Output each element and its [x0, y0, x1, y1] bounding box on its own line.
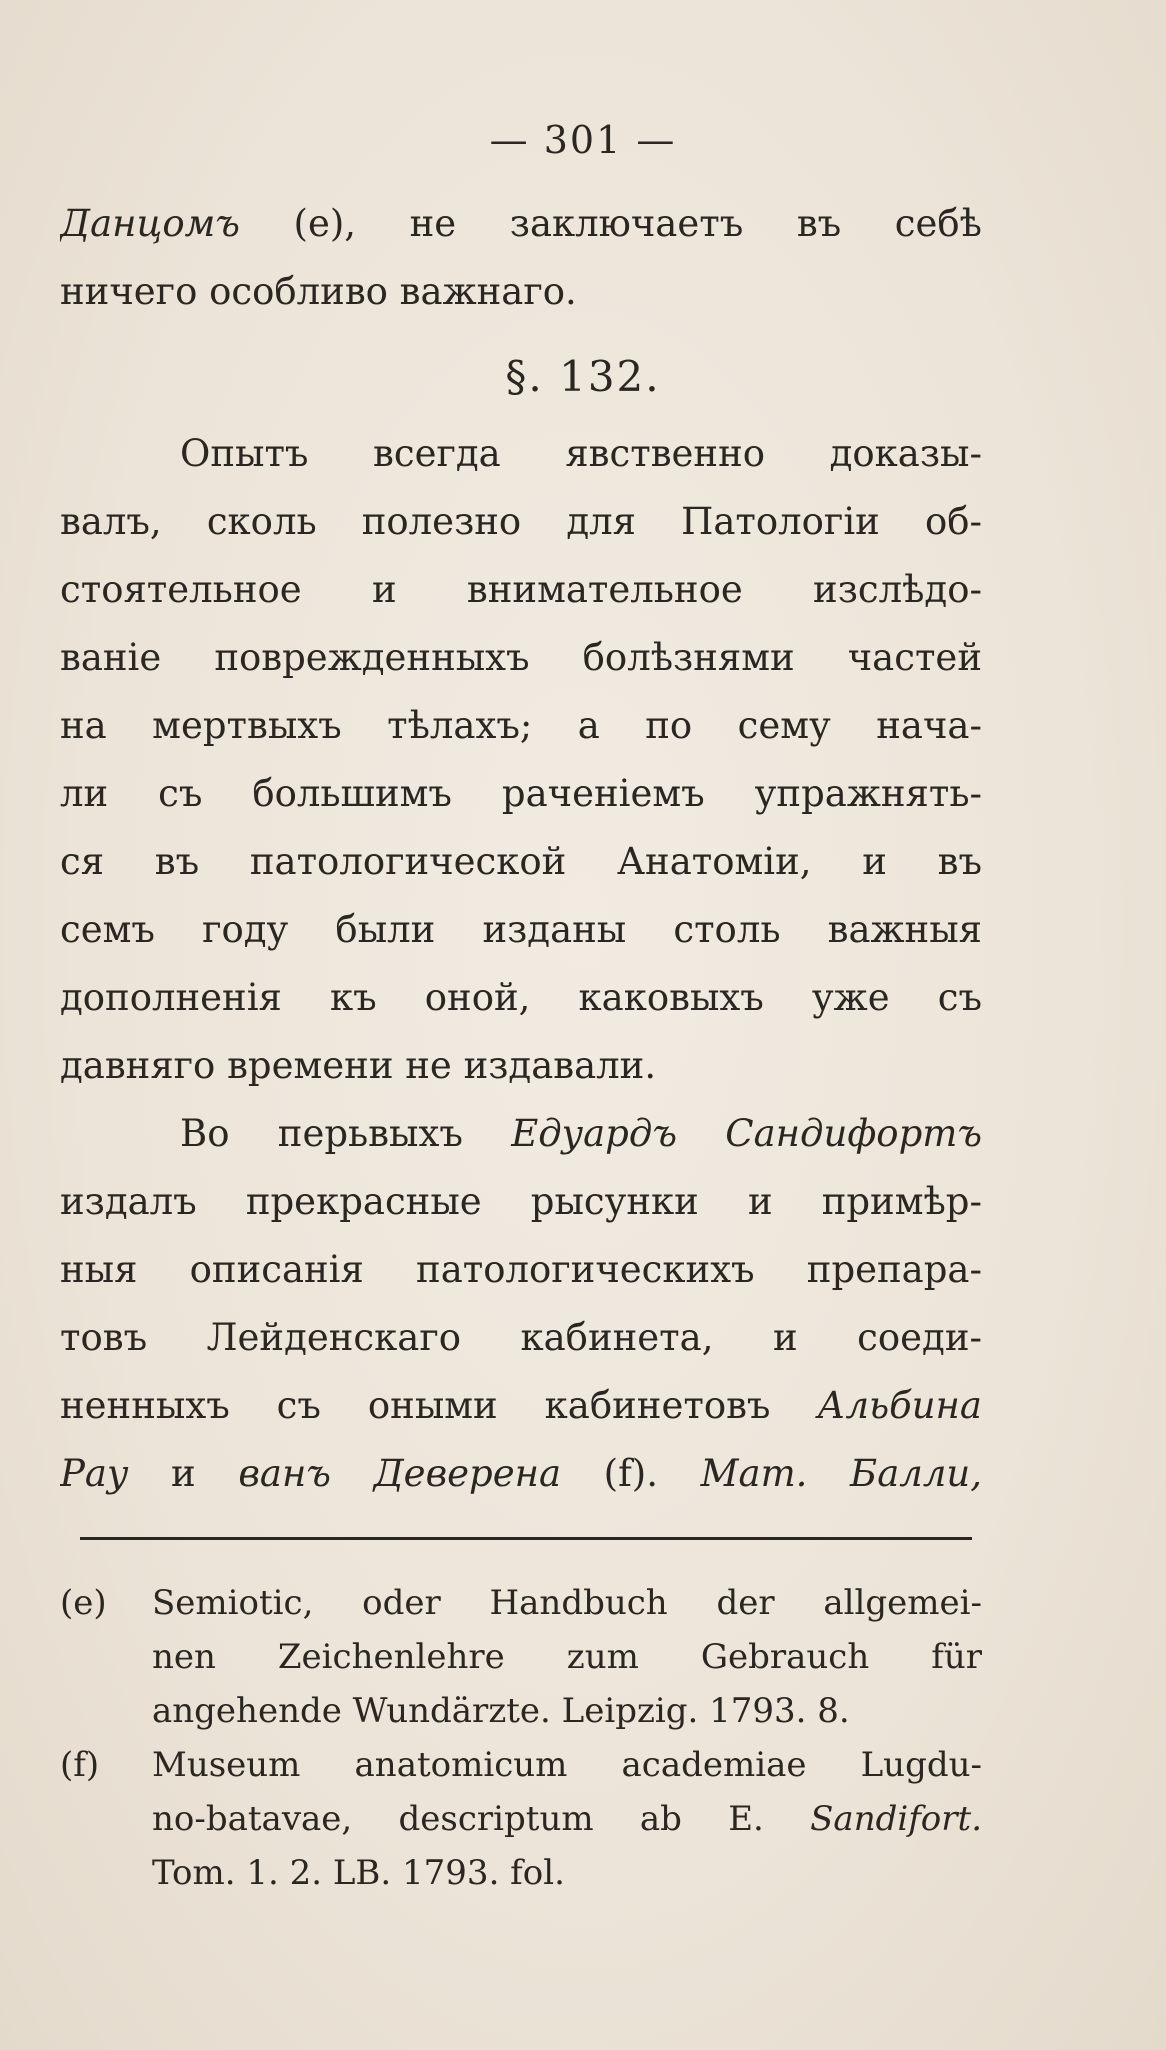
continuation-text [60, 190, 982, 326]
footnote-mark: (f) [60, 1745, 100, 1785]
text-line: стоятельное и внимательное изслѣдо- [60, 568, 982, 611]
italic-name: Мат. Балли, [700, 1452, 982, 1495]
italic-name: Альбина [817, 1384, 982, 1427]
footnote-line: angehende Wundärzte. Leipzig. 1793. 8. [152, 1691, 850, 1731]
footnote-e [60, 1576, 982, 1738]
paragraph-1 [60, 420, 982, 1100]
italic-name: Sandifort. [810, 1799, 982, 1839]
text-line: на мертвыхъ тѣлахъ; а по сему нача- [60, 704, 982, 747]
paragraph-2 [60, 1100, 982, 1508]
italic-name: ванъ Деверена [238, 1452, 562, 1495]
text-run: ненныхъ съ оными кабинетовъ [60, 1384, 771, 1427]
footnote-line: Tom. 1. 2. LB. 1793. fol. [152, 1853, 565, 1893]
text-line: дополненія къ оной, каковыхъ уже съ [60, 976, 982, 1019]
italic-name: Едуардъ Сандифортъ [511, 1112, 982, 1155]
text-run: (f). [561, 1452, 701, 1495]
text-line: издалъ прекрасные рысунки и примѣр- [60, 1180, 982, 1223]
footnote-line: Museum anatomicum academiae Lugdu- [152, 1745, 982, 1785]
text-line: ся въ патологической Анатоміи, и въ [60, 840, 982, 883]
text-run: и [128, 1452, 239, 1495]
text-line: товъ Лейденскаго кабинета, и соеди- [60, 1316, 982, 1359]
italic-name: Данцомъ [60, 202, 240, 245]
text-line [60, 1440, 982, 1508]
footnote-divider [80, 1537, 972, 1540]
footnote-f [60, 1738, 982, 1900]
footnotes [60, 1576, 982, 1900]
text-line: ныя описанія патологическихъ препара- [60, 1248, 982, 1291]
page-number: — 301 — [489, 118, 677, 162]
text-line: семъ году были изданы столь важныя [60, 908, 982, 951]
text-run: Во перьвыхъ [180, 1112, 512, 1155]
text-run: (e), не заключаетъ въ себѣ [239, 202, 982, 245]
footnote-line [152, 1792, 982, 1846]
section-heading: §. 132. [505, 352, 661, 401]
text-line: валъ, сколь полезно для Патологіи об- [60, 500, 982, 543]
text-line: ваніе поврежденныхъ болѣзнями частей [60, 636, 982, 679]
text-line [60, 1372, 982, 1440]
footnote-mark: (e) [60, 1583, 107, 1623]
text-line: давняго времени не издавали. [60, 1044, 657, 1087]
text-line [60, 190, 982, 258]
text-line: ничего особливо важнаго. [60, 270, 577, 313]
footnote-line: Semiotic, oder Handbuch der allgemei- [152, 1583, 982, 1623]
text-line: ли съ большимъ раченіемъ упражнять- [60, 772, 982, 815]
text-line [60, 1100, 982, 1168]
footnote-line: nen Zeichenlehre zum Gebrauch für [152, 1637, 982, 1677]
text-run: no-batavae, descriptum ab E. [152, 1799, 764, 1839]
text-line: Опытъ всегда явственно доказы- [180, 432, 982, 475]
italic-name: Рау [60, 1452, 129, 1495]
